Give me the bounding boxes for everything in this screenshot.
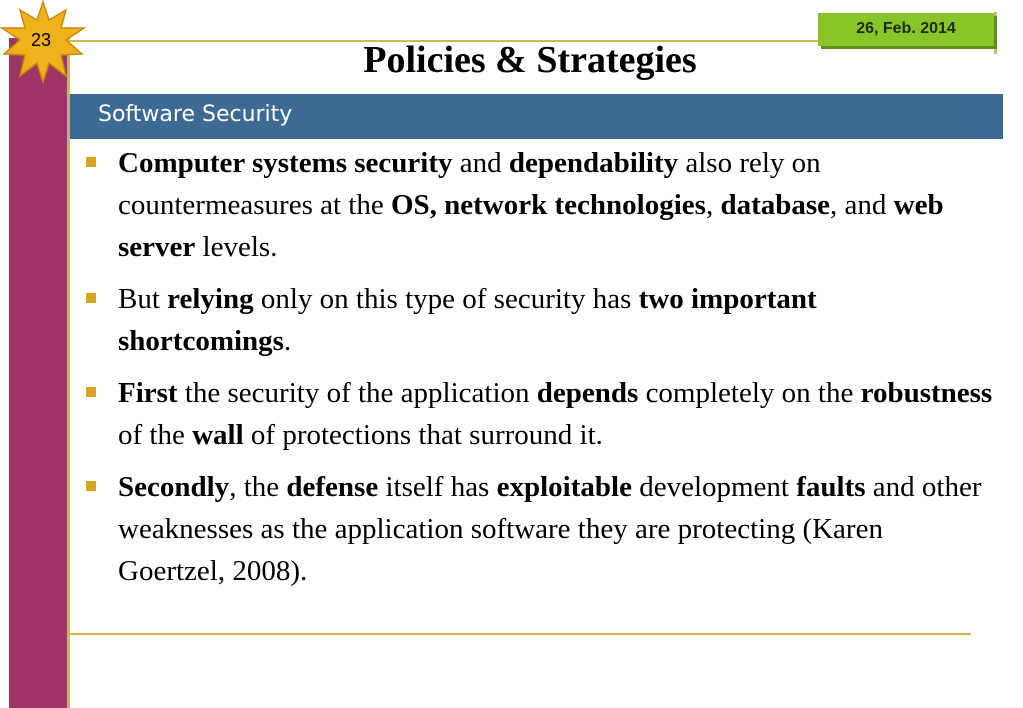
bullet-text: itself has [378, 471, 497, 503]
slide-subtitle: Software Security [98, 102, 293, 127]
bullet-square-icon [86, 481, 96, 491]
left-accent-bar [9, 38, 67, 708]
bullet-text: completely on the [638, 377, 861, 409]
bullet-text: only on this type of security has [253, 283, 639, 315]
bullet-text: development [631, 471, 797, 503]
bullet-emphasis: dependability [508, 147, 679, 179]
bullet-emphasis: faults [796, 471, 866, 503]
subtitle-bar [70, 94, 1003, 139]
right-accent-line [994, 12, 997, 54]
bullet-list [84, 142, 996, 602]
slide-title: Policies & Strategies [363, 39, 697, 81]
bullet-text: of protections that surround it. [243, 419, 603, 451]
bullet-text: and other weaknesses as the application software they are protecting (Karen Goertzel, 2008). [118, 471, 982, 587]
bullet-text: , and [830, 189, 894, 221]
bullet-emphasis: Secondly [118, 471, 230, 503]
bullet-text: the security of the application [177, 377, 537, 409]
bullet-text: . [283, 325, 292, 357]
bullet-emphasis: robustness [860, 377, 993, 409]
bullet-emphasis: web server [118, 189, 944, 263]
slide-number: 23 [30, 30, 52, 50]
bullet-emphasis: First [118, 377, 178, 409]
bullet-emphasis: exploitable [496, 471, 632, 503]
bullet-item [84, 142, 996, 268]
bullet-emphasis: database [720, 189, 831, 221]
bullet-item [84, 466, 996, 592]
date-text: 26, Feb. 2014 [856, 20, 956, 37]
bullet-emphasis: relying [167, 283, 254, 315]
bullet-text: , [705, 189, 721, 221]
bullet-emphasis: depends [536, 377, 639, 409]
bullet-text: also rely on countermeasures at the [118, 147, 821, 221]
bullet-square-icon [86, 293, 96, 303]
bullet-square-icon [86, 157, 96, 167]
bullet-emphasis: defense [286, 471, 379, 503]
bullet-text: of the [118, 419, 193, 451]
bullet-item [84, 278, 996, 362]
bullet-item [84, 372, 996, 456]
bullet-text: , the [229, 471, 287, 503]
bullet-text: levels. [195, 231, 278, 263]
bullet-emphasis: Computer systems security [118, 147, 453, 179]
bullet-emphasis: two important shortcomings [118, 283, 817, 357]
bullet-text: and [452, 147, 509, 179]
bullet-text: But [118, 283, 168, 315]
bullet-emphasis: wall [192, 419, 244, 451]
bottom-rule [68, 633, 971, 635]
bullet-emphasis: OS, network technologies [390, 189, 706, 221]
bullet-square-icon [86, 387, 96, 397]
